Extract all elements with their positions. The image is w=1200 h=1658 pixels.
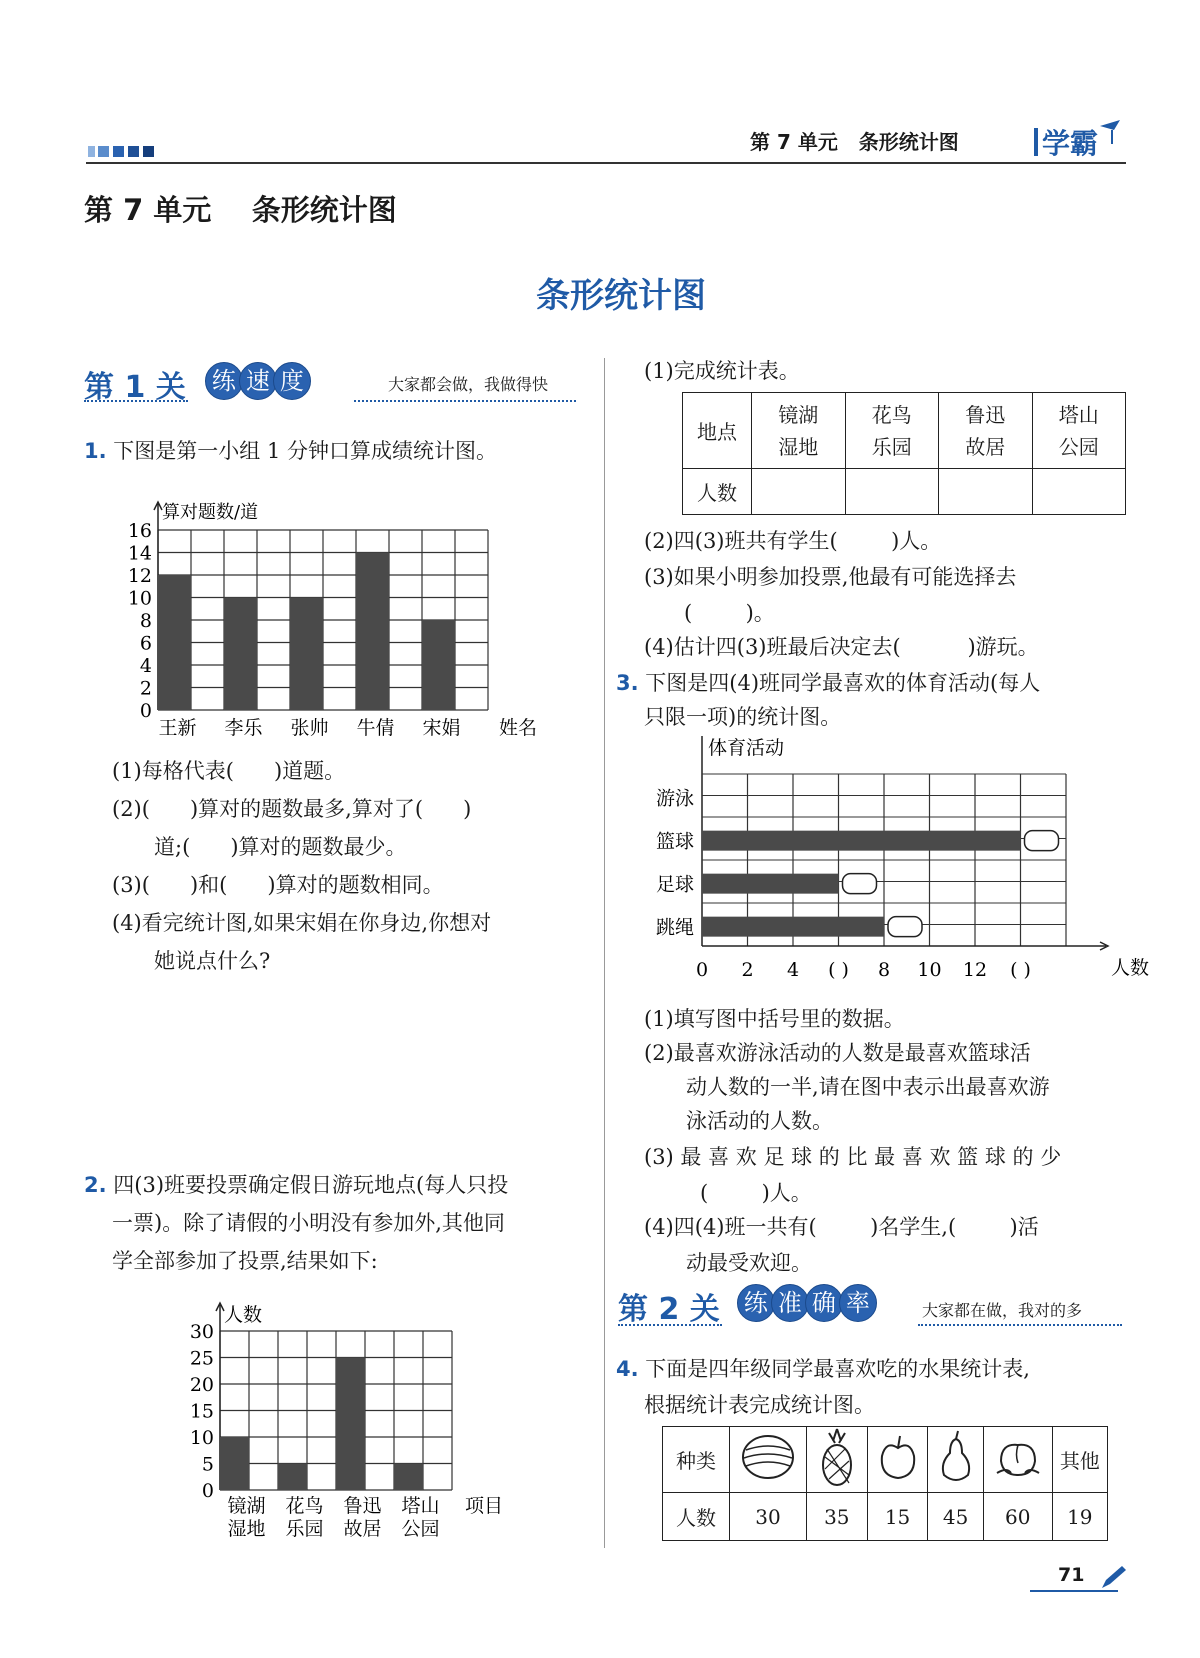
header-logo: 学霸 (1042, 127, 1099, 160)
category-label: 足球 (655, 873, 694, 896)
y-tick-label: 8 (139, 610, 152, 632)
x-axis-unit: 项目 (464, 1495, 504, 1517)
q2-line1: 2. 四(3)班要投票确定假日游玩地点(每人只投 (84, 1173, 509, 1197)
q2-sub3b: ( )。 (684, 601, 775, 625)
x-tick-label: 牛倩 (356, 717, 395, 739)
y-axis-label: 体育活动 (708, 737, 785, 759)
x-tick-label: 公园 (401, 1518, 440, 1540)
y-axis-label: 算对题数/道 (162, 502, 259, 523)
x-tick-label: 塔山 (401, 1495, 440, 1517)
q1-sub2b: 道;( )算对的题数最少。 (154, 835, 407, 859)
x-tick-label: 8 (877, 959, 891, 981)
header-logo-cap-icon (1098, 116, 1122, 150)
q3-sub4b: 动最受欢迎。 (686, 1251, 812, 1275)
q3-chart (640, 736, 1150, 1000)
q2-stat-table (682, 392, 1126, 515)
x-tick-label: 2 (741, 959, 754, 981)
q3-sub3a: (3) 最 喜 欢 足 球 的 比 最 喜 欢 篮 球 的 少 (644, 1145, 1062, 1169)
q4-line2: 根据统计表完成统计图。 (644, 1393, 875, 1417)
x-tick-label: 王新 (158, 717, 197, 739)
y-tick-label: 16 (127, 520, 152, 542)
bar (224, 598, 257, 711)
q4-value: 19 (1052, 1493, 1107, 1541)
q1-sub3: (3)( )和( )算对的题数相同。 (112, 873, 444, 897)
y-tick-label: 15 (189, 1400, 214, 1423)
bar-label-blank (843, 874, 877, 894)
level2-label: 第 2 关 (618, 1292, 720, 1327)
q3-sub4a: (4)四(4)班一共有( )名学生,( )活 (644, 1215, 1039, 1239)
page-number: 71 (1058, 1564, 1085, 1586)
y-tick-label: 4 (139, 655, 152, 677)
q2-table-place: 花鸟 乐园 (845, 393, 939, 469)
bar (278, 1464, 307, 1491)
q4-value: 35 (806, 1493, 867, 1541)
x-axis-unit: 人数 (1110, 957, 1150, 979)
apple-icon (867, 1427, 928, 1493)
q2-sub2: (2)四(3)班共有学生( )人。 (644, 529, 942, 553)
y-tick-label: 5 (201, 1453, 214, 1476)
q2-table-blank[interactable] (845, 469, 939, 515)
level1-slogan: 大家都会做，我做得快 (388, 375, 549, 394)
y-tick-label: 6 (139, 632, 152, 655)
q1-text: 1. 下图是第一小组 1 分钟口算成绩统计图。 (84, 439, 497, 463)
q2-table-header: 地点 (683, 393, 752, 469)
y-axis-label: 人数 (224, 1304, 263, 1326)
bar-label-blank (1025, 831, 1059, 851)
y-tick-label: 0 (201, 1480, 214, 1502)
category-label: 游泳 (655, 787, 694, 810)
level1-char-1: 练 (205, 362, 243, 400)
column-divider (604, 358, 605, 1548)
y-tick-label: 14 (127, 542, 152, 565)
q4-line1: 4. 下面是四年级同学最喜欢吃的水果统计表, (616, 1357, 1030, 1381)
bar-label-blank (888, 917, 922, 937)
x-tick-label: 0 (695, 959, 709, 981)
q1-chart (120, 478, 580, 738)
q4-other-label: 其他 (1052, 1427, 1107, 1493)
y-tick-label: 2 (139, 677, 152, 700)
x-tick-label: 乐园 (285, 1518, 324, 1540)
pear-icon (928, 1427, 983, 1493)
q2-table-blank[interactable] (752, 469, 846, 515)
bar (702, 917, 884, 937)
x-tick-label: 湿地 (227, 1518, 266, 1540)
level1-char-3: 度 (273, 362, 311, 400)
q2-table-place: 塔山 公园 (1032, 393, 1126, 469)
x-tick-label: ( ) (828, 959, 849, 981)
x-tick-label: 10 (917, 959, 942, 981)
category-label: 跳绳 (655, 916, 694, 939)
y-tick-label: 12 (127, 565, 152, 587)
level2-char-1: 练 (737, 1284, 775, 1322)
q1-sub4a: (4)看完统计图,如果宋娟在你身边,你想对 (112, 911, 492, 935)
bar (356, 553, 389, 711)
watermelon-icon (730, 1427, 807, 1493)
q2-table-blank[interactable] (939, 469, 1033, 515)
bar (702, 831, 1021, 851)
bar (290, 598, 323, 711)
x-tick-label: 故居 (343, 1518, 382, 1540)
y-tick-label: 30 (189, 1321, 214, 1343)
x-tick-label: 鲁迅 (343, 1495, 382, 1517)
q1-sub1: (1)每格代表( )道题。 (112, 759, 346, 783)
q2-table-blank[interactable] (1032, 469, 1126, 515)
q4-value: 30 (730, 1493, 807, 1541)
q2-sub3a: (3)如果小明参加投票,他最有可能选择去 (644, 565, 1017, 589)
level2-banner (618, 1284, 1130, 1330)
level2-char-4: 率 (839, 1284, 877, 1322)
x-tick-label: 花鸟 (285, 1495, 324, 1517)
bar (702, 874, 839, 894)
bar (336, 1358, 365, 1491)
level1-label: 第 1 关 (84, 370, 186, 405)
y-tick-label: 10 (189, 1427, 214, 1449)
bar (394, 1464, 423, 1491)
pencil-icon (1098, 1564, 1128, 1596)
q4-value: 15 (867, 1493, 928, 1541)
y-tick-label: 25 (189, 1347, 214, 1370)
q3-line1: 3. 下图是四(4)班同学最喜欢的体育活动(每人 (616, 671, 1041, 695)
header-logo-bar (1034, 128, 1038, 156)
bar (220, 1437, 249, 1490)
bar (422, 620, 455, 710)
x-tick-label: ( ) (1010, 959, 1031, 981)
bar (158, 575, 191, 710)
x-tick-label: 镜湖 (227, 1495, 266, 1517)
x-tick-label: 宋娟 (422, 717, 461, 739)
q2-table-place: 镜湖 湿地 (752, 393, 846, 469)
header-unit: 第 7 单元 条形统计图 (750, 130, 959, 154)
q1-sub2a: (2)( )算对的题数最多,算对了( ) (112, 797, 472, 821)
pineapple-icon (806, 1427, 867, 1493)
q1-sub4b: 她说点什么? (154, 949, 271, 973)
q2-sub1: (1)完成统计表。 (644, 359, 800, 383)
q4-header-label: 种类 (663, 1427, 730, 1493)
q2-sub4: (4)估计四(3)班最后决定去( )游玩。 (644, 635, 1039, 659)
level2-char-2: 准 (771, 1284, 809, 1322)
q2-line3: 学全部参加了投票,结果如下: (112, 1249, 378, 1273)
y-tick-label: 10 (127, 587, 152, 610)
q2-table-row-label: 人数 (683, 469, 752, 515)
y-tick-label: 20 (189, 1374, 214, 1396)
q3-sub2a: (2)最喜欢游泳活动的人数是最喜欢篮球活 (644, 1041, 1031, 1065)
level1-banner (84, 362, 584, 406)
level2-slogan: 大家都在做，我对的多 (922, 1301, 1083, 1320)
category-label: 篮球 (655, 830, 694, 853)
lesson-title: 条形统计图 (536, 276, 706, 316)
x-tick-label: 4 (786, 959, 800, 981)
q4-fruit-table (662, 1426, 1108, 1541)
q3-sub3b: ( )人。 (700, 1181, 812, 1205)
q3-sub2b: 动人数的一半,请在图中表示出最喜欢游 (686, 1075, 1050, 1099)
q4-row-label: 人数 (663, 1493, 730, 1541)
peach-icon (983, 1427, 1052, 1493)
x-tick-label: 李乐 (224, 717, 263, 739)
x-tick-label: 张帅 (290, 717, 329, 739)
header-rule (86, 162, 1126, 164)
header-squares (88, 142, 154, 161)
q3-line2: 只限一项)的统计图。 (644, 705, 842, 729)
q2-line2: 一票)。除了请假的小明没有参加外,其他同 (112, 1211, 505, 1235)
q3-sub1: (1)填写图中括号里的数据。 (644, 1007, 905, 1031)
q2-table-place: 鲁迅 故居 (939, 393, 1033, 469)
x-axis-unit: 姓名 (498, 717, 538, 739)
q4-value: 45 (928, 1493, 983, 1541)
q2-chart (180, 1284, 540, 1540)
chapter-title: 第 7 单元 条形统计图 (84, 193, 397, 227)
y-tick-label: 0 (139, 700, 152, 722)
q3-sub2c: 泳活动的人数。 (686, 1109, 833, 1133)
q4-value: 60 (983, 1493, 1052, 1541)
level1-char-2: 速 (239, 362, 277, 400)
x-tick-label: 12 (962, 959, 988, 981)
level2-char-3: 确 (805, 1284, 843, 1322)
